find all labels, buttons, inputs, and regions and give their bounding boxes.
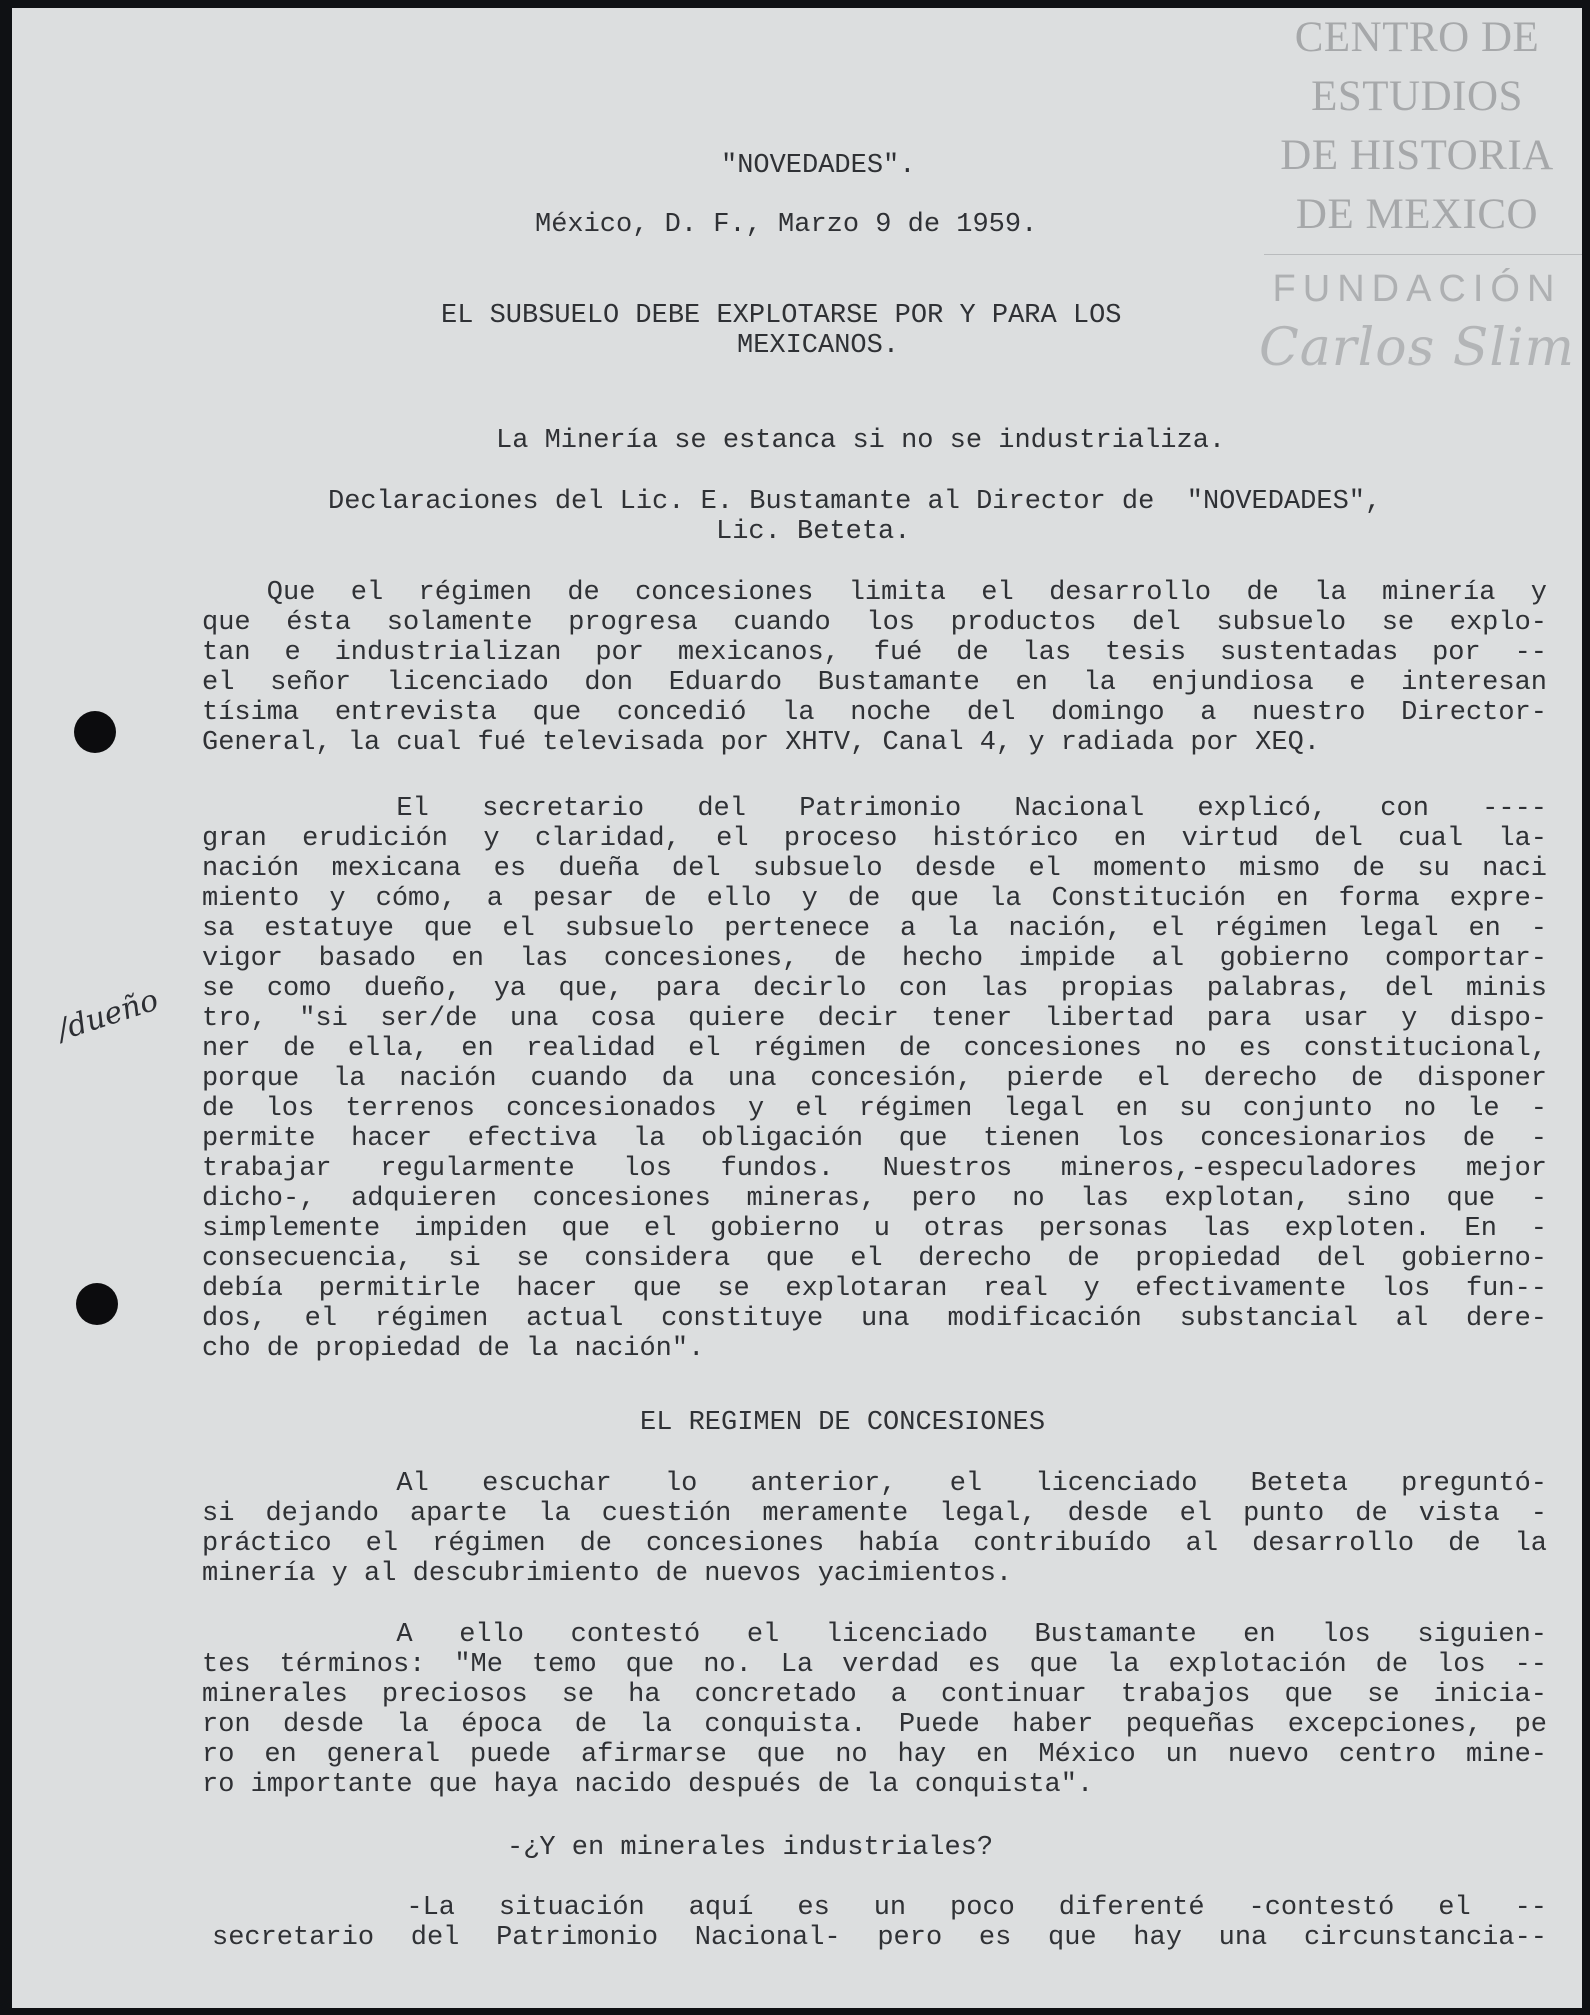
paragraph-line: El secretario del Patrimonio Nacional explicó, con ---- — [396, 794, 1547, 824]
paragraph-line: cho de propiedad de la nación". — [202, 1334, 705, 1364]
paragraph-line: vigor basado en las concesiones, de hecho impide al gobierno comportar- — [202, 944, 1547, 974]
headline-line-2: MEXICANOS. — [737, 331, 900, 361]
paragraph-line: -La situación aquí es un poco diferenté -contestó el -- — [406, 1893, 1547, 1923]
paragraph-4 — [202, 1620, 1547, 1800]
paragraph-line: tes términos: "Me temo que no. La verdad es que la explotación de los -- — [202, 1650, 1547, 1680]
subtitle: La Minería se estanca si no se industrializa. — [496, 426, 1226, 456]
watermark-divider — [1264, 254, 1582, 255]
paragraph-line: A ello contestó el licenciado Bustamante en los siguien- — [396, 1620, 1547, 1650]
paragraph-line: consecuencia, si se considera que el derecho de propiedad del gobierno- — [202, 1244, 1547, 1274]
watermark-line-3: DE HISTORIA — [1280, 132, 1554, 179]
paragraph-line: minerales preciosos se ha concretado a continuar trabajos que se inicia- — [202, 1680, 1547, 1710]
paragraph-line: minería y al descubrimiento de nuevos yacimientos. — [202, 1559, 1013, 1589]
paragraph-line: ron desde la época de la conquista. Puede haber pequeñas excepciones, pe — [202, 1710, 1547, 1740]
paragraph-line: dicho-, adquieren concesiones mineras, pero no las explotan, sino que - — [202, 1184, 1547, 1214]
watermark-foundation: FUNDACIÓN — [1272, 268, 1562, 310]
watermark-signature: Carlos Slim — [1259, 318, 1575, 378]
paragraph-line: tísima entrevista que concedió la noche del domingo a nuestro Director- — [202, 698, 1547, 728]
paragraph-line: el señor licenciado don Eduardo Bustamante en la enjundiosa e interesan — [202, 668, 1547, 698]
paragraph-line: que ésta solamente progresa cuando los productos del subsuelo se explo- — [202, 608, 1547, 638]
paragraph-line: simplemente impiden que el gobierno u otras personas las exploten. En - — [202, 1214, 1547, 1244]
watermark-line-2: ESTUDIOS — [1311, 73, 1523, 120]
paragraph-2 — [202, 794, 1547, 1364]
punch-hole-bottom — [76, 1283, 118, 1325]
document-page — [12, 8, 1582, 2008]
paragraph-line: ro en general puede afirmarse que no hay en México un nuevo centro mine- — [202, 1740, 1547, 1770]
handwritten-margin-note: /dueño — [53, 982, 163, 1048]
paragraph-1 — [202, 578, 1547, 758]
watermark-line-1: CENTRO DE — [1294, 14, 1540, 61]
declaration-line-2: Lic. Beteta. — [716, 517, 911, 547]
paragraph-line: ner de ella, en realidad el régimen de concesiones no es constitucional, — [202, 1034, 1547, 1064]
declaration-line-1: Declaraciones del Lic. E. Bustamante al Director de "NOVEDADES", — [328, 487, 1382, 517]
paragraph-line: General, la cual fué televisada por XHTV, Canal 4, y radiada por XEQ. — [202, 728, 1320, 758]
paragraph-line: trabajar regularmente los fundos. Nuestros mineros,-especuladores mejor — [202, 1154, 1547, 1184]
paragraph-3 — [202, 1469, 1547, 1589]
paragraph-line: porque la nación cuando da una concesión, pierde el derecho de disponer — [202, 1064, 1547, 1094]
paragraph-line: nación mexicana es dueña del subsuelo desde el momento mismo de su naci — [202, 854, 1547, 884]
paragraph-line: debía permitirle hacer que se explotaran real y efectivamente los fun-- — [202, 1274, 1547, 1304]
watermark-line-4: DE MEXICO — [1295, 191, 1539, 238]
paragraph-line: miento y cómo, a pesar de ello y de que la Constitución en forma expre- — [202, 884, 1547, 914]
headline-line-1: EL SUBSUELO DEBE EXPLOTARSE POR Y PARA LOS — [441, 301, 1122, 331]
paragraph-5 — [212, 1893, 1547, 1953]
newspaper-name: "NOVEDADES". — [721, 151, 916, 181]
paragraph-line: ro importante que haya nacido después de la conquista". — [202, 1770, 1094, 1800]
section-heading: EL REGIMEN DE CONCESIONES — [640, 1408, 1046, 1438]
punch-hole-top — [74, 711, 116, 753]
paragraph-line: sa estatuye que el subsuelo pertenece a la nación, el régimen legal en - — [202, 914, 1547, 944]
paragraph-line: tan e industrializan por mexicanos, fué de las tesis sustentadas por -- — [202, 638, 1547, 668]
paragraph-line: se como dueño, ya que, para decirlo con las propias palabras, del minis — [202, 974, 1547, 1004]
question-line: -¿Y en minerales industriales? — [507, 1833, 994, 1863]
dateline: México, D. F., Marzo 9 de 1959. — [535, 210, 1038, 240]
archive-watermark — [1252, 8, 1582, 383]
paragraph-line: de los terrenos concesionados y el régimen legal en su conjunto no le - — [202, 1094, 1547, 1124]
paragraph-line: tro, "si ser/de una cosa quiere decir tener libertad para usar y dispo- — [202, 1004, 1547, 1034]
paragraph-line: secretario del Patrimonio Nacional- pero es que hay una circunstancia-- — [212, 1923, 1547, 1953]
paragraph-line: si dejando aparte la cuestión meramente legal, desde el punto de vista - — [202, 1499, 1547, 1529]
paragraph-line: dos, el régimen actual constituye una modificación substancial al dere- — [202, 1304, 1547, 1334]
paragraph-line: gran erudición y claridad, el proceso histórico en virtud del cual la- — [202, 824, 1547, 854]
paragraph-line: práctico el régimen de concesiones había contribuído al desarrollo de la — [202, 1529, 1547, 1559]
paragraph-line: permite hacer efectiva la obligación que tienen los concesionarios de - — [202, 1124, 1547, 1154]
paragraph-line: Al escuchar lo anterior, el licenciado Beteta preguntó- — [396, 1469, 1547, 1499]
paragraph-line: Que el régimen de concesiones limita el desarrollo de la minería y — [266, 578, 1547, 608]
